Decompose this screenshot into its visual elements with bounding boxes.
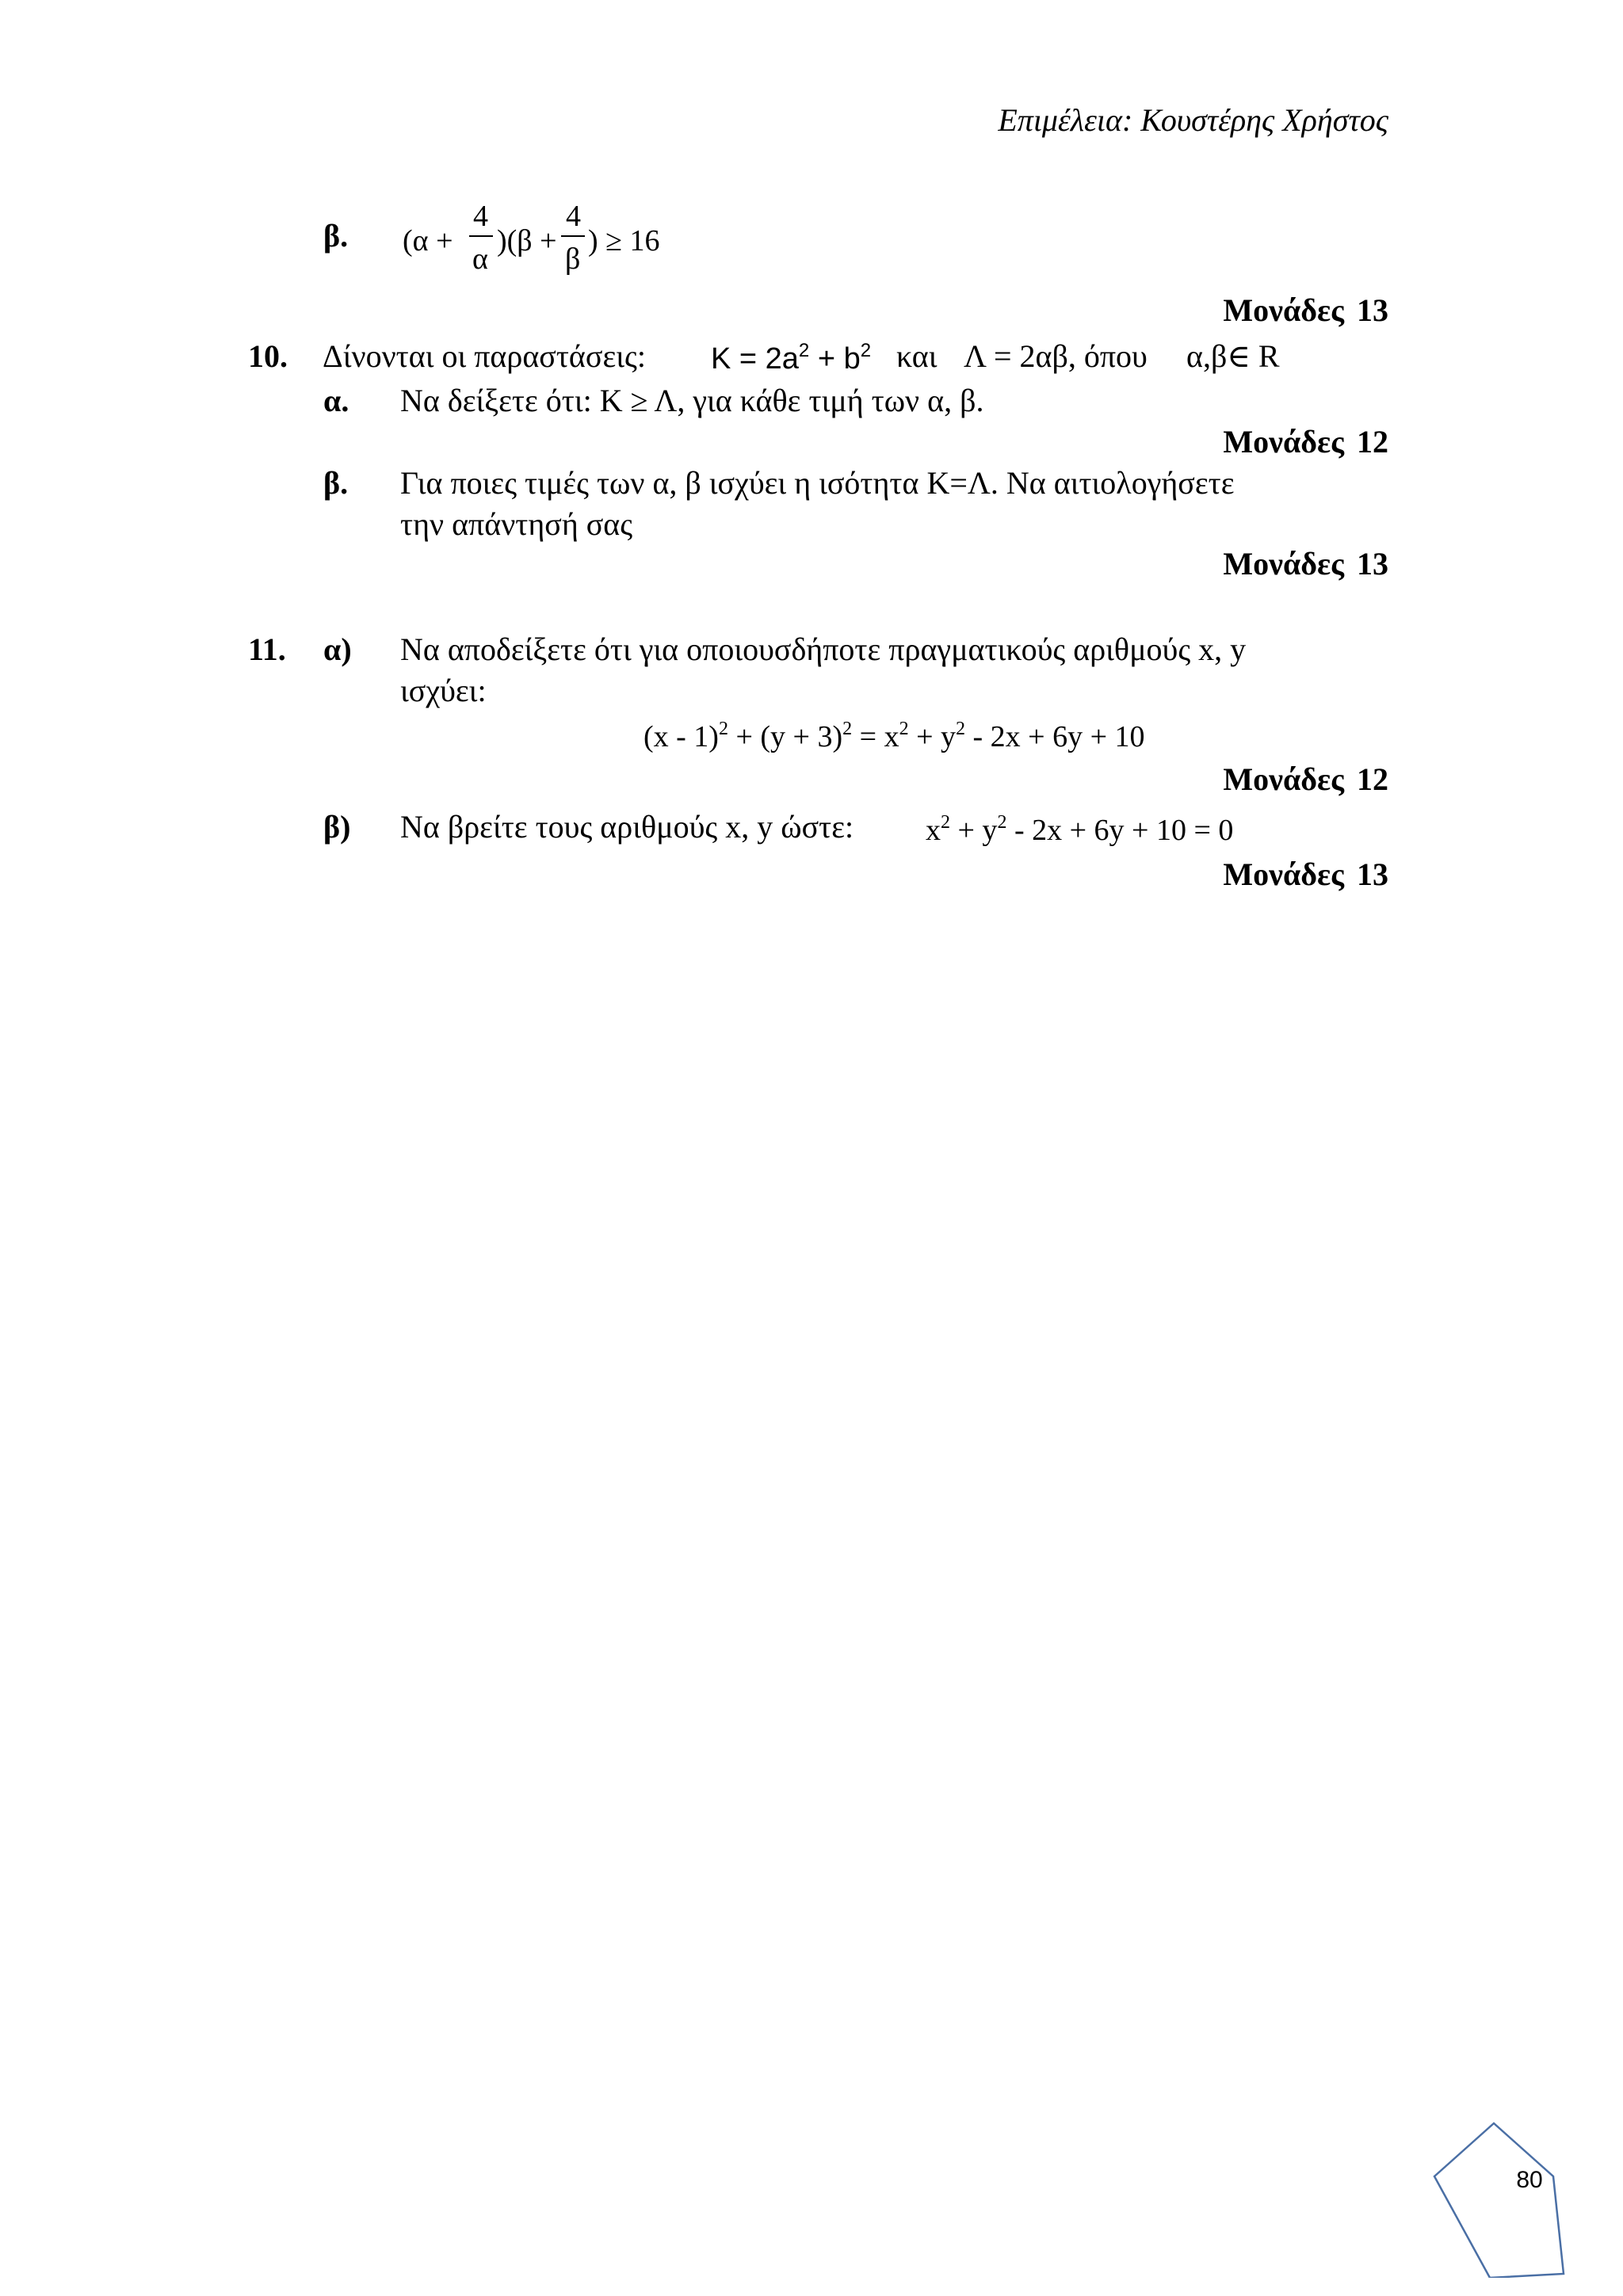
q11-equation (926, 813, 1233, 848)
q11-identity-term3: = x (852, 720, 899, 753)
q10-and: και (896, 338, 938, 374)
q11-identity-exp3: 2 (899, 719, 909, 739)
q10-k-plus-b: + b (809, 342, 861, 376)
q11-identity-term1: (x - 1) (643, 720, 719, 753)
q11-a-marks (1223, 761, 1388, 797)
q9-fraction-b-bar (561, 235, 585, 237)
q10-b-marks (1223, 548, 1388, 580)
q11-a-text-line1: Να αποδείξετε ότι για οποιουσδήποτε πραγματικούς αριθμούς x, y (400, 631, 1247, 667)
q11-b-marks (1223, 856, 1388, 892)
q10-a-marks-value: 12 (1357, 424, 1388, 460)
q11-identity-term5: - 2x + 6y + 10 (965, 720, 1145, 753)
q10-a-marks-label: Μονάδες (1223, 424, 1344, 460)
q10-intro: Δίνονται οι παραστάσεις: (323, 338, 646, 374)
page-number-badge-shape (1430, 2119, 1589, 2278)
q10-a-text: Να δείξετε ότι: Κ ≥ Λ, για κάθε τιμή των α, β. (400, 383, 984, 418)
q9-fraction-b-denominator: β (565, 242, 581, 276)
q11-identity-exp4: 2 (956, 719, 966, 739)
q9-fraction-a-denominator: α (472, 242, 488, 276)
q10-k-exponent-b: 2 (860, 340, 872, 361)
q10-k-exponent-a: 2 (798, 340, 810, 361)
q10-b-label: β. (323, 465, 349, 501)
q9-fraction-b-numerator: 4 (566, 200, 581, 233)
q9-fraction-a-numerator: 4 (473, 200, 488, 233)
q11-b-marks-label: Μονάδες (1223, 856, 1344, 892)
q11-identity-term4: + y (908, 720, 957, 753)
q10-b-text-line1: Για ποιες τιμές των α, β ισχύει η ισότητα Κ=Λ. Να αιτιολογήσετε (400, 465, 1235, 501)
q11-a-marks-value: 12 (1357, 761, 1388, 797)
q11-equation-term2: + y (950, 814, 998, 847)
page-header-author: Επιμέλεια: Κουστέρης Χρήστος (998, 102, 1388, 138)
q11-equation-term1: x (926, 814, 941, 847)
q11-a-text-line2: ισχύει: (400, 673, 487, 708)
q10-domain: α,β∈ R (1186, 338, 1280, 374)
q11-equation-term3: - 2x + 6y + 10 = 0 (1006, 814, 1234, 847)
q10-a-label: α. (323, 383, 349, 418)
page-number: 80 (1516, 2167, 1543, 2193)
q10-lambda-definition: Λ = 2αβ, όπου (964, 338, 1148, 374)
q11-b-label: β) (323, 809, 351, 845)
q9-marks (1223, 292, 1388, 328)
q10-b-marks-label: Μονάδες (1223, 546, 1344, 582)
q10-a-marks (1223, 426, 1388, 458)
q10-b-text-line2: την απάντησή σας (400, 506, 633, 542)
q9-beta-label: β. (323, 218, 349, 254)
q10-k-lhs: K = 2a (711, 342, 799, 376)
q11-a-marks-label: Μονάδες (1223, 761, 1344, 797)
q9-marks-value: 13 (1357, 292, 1388, 328)
q10-number: 10. (248, 338, 288, 374)
q11-b-text: Να βρείτε τους αριθμούς x, y ώστε: (400, 809, 854, 845)
q11-a-label: α) (323, 631, 352, 667)
q10-b-marks-value: 13 (1357, 546, 1388, 582)
q9-formula-open: (α + (403, 224, 453, 257)
q9-fraction-a-bar (469, 235, 493, 237)
q9-marks-label: Μονάδες (1223, 292, 1344, 328)
q11-equation-exp2: 2 (997, 812, 1007, 833)
q11-identity (643, 719, 1145, 754)
q11-b-marks-value: 13 (1357, 856, 1388, 892)
q11-number: 11. (248, 631, 286, 667)
q11-equation-exp1: 2 (941, 812, 950, 833)
q9-formula-close: ) ≥ 16 (588, 224, 660, 257)
q10-k-definition (711, 342, 871, 376)
q11-identity-exp2: 2 (842, 719, 853, 739)
q11-identity-exp1: 2 (718, 719, 728, 739)
q9-formula-mid: )(β + (497, 224, 557, 257)
q11-identity-term2: + (y + 3) (727, 720, 843, 753)
